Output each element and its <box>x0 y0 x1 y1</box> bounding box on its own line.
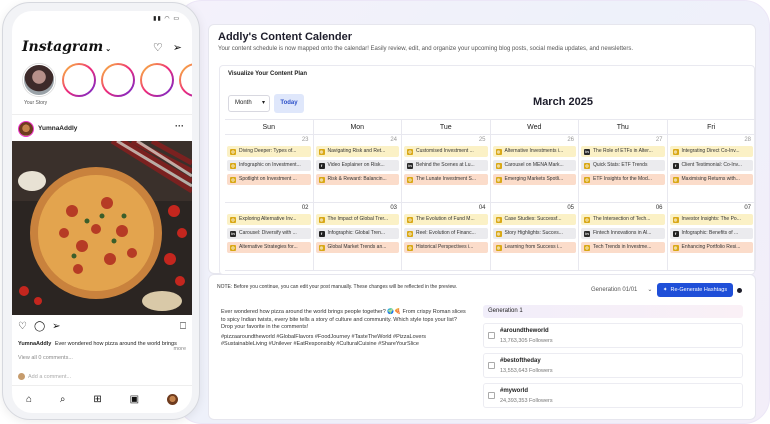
instagram-icon: ◎ <box>585 163 589 168</box>
hashtag-checkbox[interactable] <box>488 392 495 399</box>
calendar-day[interactable] <box>313 203 402 270</box>
divider <box>12 114 192 115</box>
weekday-label: Mon <box>313 120 402 134</box>
bookmark-icon[interactable]: ⎕ <box>180 321 186 332</box>
event-title: The Evolution of Fund M... <box>416 216 475 222</box>
weekday-label: Sun <box>262 124 275 131</box>
event-title: Integrating Direct Co-Inv... <box>681 148 740 154</box>
instagram-icon: ◎ <box>319 149 324 154</box>
calendar-event[interactable] <box>404 174 488 185</box>
linkedin-icon: in <box>408 163 412 168</box>
calendar-event[interactable] <box>227 174 311 185</box>
calendar-event[interactable] <box>404 160 488 171</box>
instagram-icon: ◎ <box>408 245 412 250</box>
content-calendar-card <box>208 24 756 274</box>
event-title: Customised Investment ... <box>416 148 474 154</box>
calendar-panel <box>219 65 755 275</box>
instagram-icon: ◎ <box>496 149 501 154</box>
instagram-icon: ◎ <box>585 217 589 222</box>
calendar-event[interactable] <box>581 174 665 185</box>
story-avatar[interactable] <box>179 63 192 97</box>
calendar-event[interactable] <box>493 160 577 171</box>
generation-select-value: Generation 01/01 <box>591 287 638 293</box>
hashtag-item[interactable] <box>483 323 743 348</box>
calendar-event[interactable] <box>316 228 400 239</box>
edit-note: NOTE: Before you continue, you can edit your post manually. These changes will be reflected in the preview. <box>217 284 457 290</box>
calendar-week <box>225 203 755 271</box>
day-number: 28 <box>744 137 751 143</box>
instagram-icon: ◎ <box>231 217 235 222</box>
regenerate-label: Re-Generate Hashtags <box>670 287 728 293</box>
calendar-event[interactable] <box>316 174 400 185</box>
calendar-day[interactable] <box>667 203 756 270</box>
day-number: 07 <box>744 205 751 211</box>
weekday-label: Tue <box>401 120 490 134</box>
day-number: 23 <box>301 137 309 143</box>
instagram-icon: ◎ <box>496 163 501 168</box>
calendar-day[interactable] <box>490 135 579 202</box>
story-avatar[interactable] <box>62 63 96 97</box>
calendar-event[interactable] <box>404 242 488 253</box>
calendar-event[interactable] <box>493 174 577 185</box>
calendar-day[interactable] <box>225 135 313 202</box>
view-comments-link[interactable]: View all 0 comments... <box>18 355 73 361</box>
status-bar <box>12 11 192 27</box>
instagram-icon: ◎ <box>408 217 412 222</box>
avatar[interactable] <box>18 121 34 137</box>
event-title: The Impact of Global Trer... <box>327 216 389 222</box>
caption-tags: #pizzaaroundtheworld #GlobalFlavors #FoodJourney #TasteTheWorld #PizzaLovers #SustainableLiving #Unilever #EatResponsibly #CulturalCuisine #ShareYourSlice <box>221 333 427 347</box>
instagram-icon: ◎ <box>673 149 678 154</box>
day-number: 24 <box>390 137 397 143</box>
event-title: Reel: Evolution of Financ... <box>416 230 476 236</box>
hashtag-followers: 24,393,353 Followers <box>500 398 553 404</box>
calendar-day[interactable] <box>401 135 490 202</box>
calendar-event[interactable] <box>227 146 311 157</box>
chevron-down-icon: ▾ <box>261 100 265 106</box>
status-dot <box>737 288 742 293</box>
profile-avatar[interactable] <box>167 394 178 405</box>
regenerate-hashtags-button[interactable] <box>657 283 733 297</box>
calendar-description: Your content schedule is now mapped onto the calendar! Easily review, edit, and organize your upcoming blog posts, social media updates, and newsletters. <box>218 46 634 52</box>
event-title: The Intersection of Tech... <box>593 216 651 222</box>
chevron-down-icon: ⌄ <box>105 44 112 53</box>
event-title: Infographic: Benefits of ... <box>681 230 739 236</box>
instagram-icon: ◎ <box>408 149 412 154</box>
calendar-event[interactable] <box>670 214 754 225</box>
event-title: Video Explainer on Risk... <box>327 162 385 168</box>
event-title: Infographic: Global Tren... <box>327 230 386 236</box>
caption-editor[interactable] <box>217 305 472 415</box>
linkedin-icon: in <box>585 231 589 236</box>
hashtag-list <box>483 323 743 408</box>
event-title: Diving Deeper: Types of... <box>239 148 297 154</box>
post-username[interactable]: YumnaAddly <box>38 125 78 132</box>
post-image-pizza[interactable] <box>12 141 192 315</box>
calendar-event[interactable] <box>581 228 665 239</box>
hashtag-checkbox[interactable] <box>488 362 495 369</box>
story-avatar[interactable] <box>140 63 174 97</box>
day-number: 04 <box>478 205 486 211</box>
calendar-day[interactable] <box>578 135 667 202</box>
instagram-icon: ◎ <box>319 217 324 222</box>
reels-icon[interactable]: ▣ <box>129 394 140 405</box>
event-title: The Role of ETFs in Alter... <box>593 148 653 154</box>
today-button[interactable]: Today <box>274 94 304 113</box>
month-title: March 2025 <box>533 96 593 108</box>
post-header <box>12 119 192 139</box>
hashtag-followers: 13,553,643 Followers <box>500 368 553 374</box>
day-number: 06 <box>655 205 663 211</box>
instagram-icon: ◎ <box>231 245 235 250</box>
visualize-label: Visualize Your Content Plan <box>228 71 308 77</box>
event-title: Quick Stats: ETF Trends <box>593 162 648 168</box>
chevron-down-icon: ⌄ <box>647 287 653 293</box>
calendar-event[interactable] <box>581 146 665 157</box>
day-number: 26 <box>567 137 574 143</box>
hashtag-item[interactable] <box>483 383 743 408</box>
instagram-icon: ◎ <box>585 177 589 182</box>
hashtag-generator-panel <box>208 274 756 420</box>
event-title: Maximising Returns with... <box>681 176 740 182</box>
event-title: The Lunate Investment S... <box>416 176 477 182</box>
event-title: Emerging Markets Spotli... <box>504 176 564 182</box>
calendar-event[interactable] <box>670 146 754 157</box>
bottom-nav <box>12 385 192 413</box>
facebook-icon: f <box>319 163 325 169</box>
calendar-event[interactable] <box>227 242 311 253</box>
stories-row <box>18 63 192 111</box>
like-icon[interactable]: ♡ <box>18 321 27 332</box>
calendar-day[interactable] <box>667 135 756 202</box>
caption-text: Ever wondered how pizza around the world brings people together? 🌍🍕 From crispy Roman slices to spicy Indian twists, every bite tells a story of culture and community. Which style tops your list? Drop your favorite in the comments! <box>221 309 466 330</box>
day-number: 03 <box>390 205 397 211</box>
post-caption <box>18 341 186 347</box>
generation-label: Generation 1 <box>483 305 743 318</box>
event-title: Alternative Strategies for... <box>239 244 298 250</box>
instagram-icon: ◎ <box>673 245 678 250</box>
event-title: Enhancing Portfolio Resi... <box>681 244 741 250</box>
calendar-event[interactable] <box>316 242 400 253</box>
calendar-event[interactable] <box>227 214 311 225</box>
calendar-event[interactable] <box>316 160 400 171</box>
story-avatar-own[interactable] <box>22 63 56 97</box>
event-title: Exploring Alternative Inv... <box>239 216 297 222</box>
event-title: Investor Insights: The Po... <box>681 216 741 222</box>
calendar-event[interactable] <box>581 160 665 171</box>
weekday-label: Thu <box>578 120 667 134</box>
calendar-week <box>225 135 755 203</box>
event-title: Carousel on MENA Mark... <box>504 162 564 168</box>
generation-column <box>483 305 743 417</box>
instagram-icon: ◎ <box>319 245 324 250</box>
calendar-day[interactable] <box>578 203 667 270</box>
facebook-icon: f <box>673 163 679 169</box>
event-title: Risk & Reward: Balancin... <box>327 176 387 182</box>
event-title: Fintech Innovations in Al... <box>593 230 652 236</box>
post-actions <box>18 321 186 333</box>
more-options-icon[interactable]: ··· <box>175 121 184 131</box>
event-title: Behind the Scenes at Lu... <box>416 162 475 168</box>
view-select[interactable] <box>228 95 270 112</box>
instagram-icon: ◎ <box>673 217 678 222</box>
generation-select[interactable] <box>591 286 652 293</box>
home-icon[interactable]: ⌂ <box>25 394 32 405</box>
calendar-grid <box>225 119 755 271</box>
instagram-icon: ◎ <box>231 149 235 154</box>
event-title: Global Market Trends an... <box>327 244 387 250</box>
calendar-event[interactable] <box>581 242 665 253</box>
calendar-day[interactable] <box>490 203 579 270</box>
event-title: Case Studies: Successf... <box>504 216 562 222</box>
signal-wifi-battery-icon: ▮▮ ◠ ▭ <box>153 16 180 22</box>
event-title: Spotlight on Investment ... <box>239 176 297 182</box>
event-title: Infographic on Investment... <box>239 162 301 168</box>
caption-username[interactable]: YumnaAddly <box>18 341 52 347</box>
day-number: 02 <box>301 205 309 211</box>
calendar-event[interactable] <box>493 214 577 225</box>
calendar-event[interactable] <box>581 214 665 225</box>
hashtag-item[interactable] <box>483 353 743 378</box>
event-title: Learning from Success i... <box>504 244 563 250</box>
hashtag-name: #aroundtheworld <box>500 328 549 334</box>
calendar-day[interactable] <box>313 135 402 202</box>
instagram-icon: ◎ <box>319 177 324 182</box>
search-icon[interactable]: ⌕ <box>59 394 66 405</box>
send-icon[interactable]: ➢ <box>172 42 182 54</box>
linkedin-icon: in <box>585 149 589 154</box>
instagram-icon: ◎ <box>408 177 412 182</box>
calendar-event[interactable] <box>404 146 488 157</box>
calendar-event[interactable] <box>670 174 754 185</box>
event-title: Carousel: Diversify with ... <box>239 230 297 236</box>
create-icon[interactable]: ⊞ <box>93 394 102 405</box>
event-title: Client Testimonial: Co-Inv... <box>681 162 742 168</box>
sparkle-icon: ✦ <box>662 287 668 293</box>
instagram-screen <box>12 11 192 413</box>
weekday-header <box>225 119 755 135</box>
event-title: Tech Trends in Investme... <box>593 244 652 250</box>
facebook-icon: f <box>673 231 679 237</box>
event-title: Historical Perspectives i... <box>416 244 474 250</box>
calendar-event[interactable] <box>227 160 311 171</box>
weekday-label: Wed <box>490 120 579 134</box>
calendar-day[interactable] <box>401 203 490 270</box>
calendar-event[interactable] <box>316 146 400 157</box>
event-title: Alternative Investments i... <box>504 148 564 154</box>
instagram-icon: ◎ <box>496 245 501 250</box>
calendar-event[interactable] <box>670 242 754 253</box>
view-select-value: Month <box>235 100 252 106</box>
instagram-icon: ◎ <box>231 163 235 168</box>
linkedin-icon: in <box>231 231 235 236</box>
calendar-event[interactable] <box>670 228 754 239</box>
hashtag-followers: 13,763,305 Followers <box>500 338 553 344</box>
calendar-event[interactable] <box>404 228 488 239</box>
calendar-event[interactable] <box>227 228 311 239</box>
facebook-icon: f <box>319 231 325 237</box>
more-link[interactable]: more <box>173 346 186 352</box>
instagram-icon: ◎ <box>673 177 678 182</box>
event-title: ETF Insights for the Mod... <box>593 176 652 182</box>
calendar-event[interactable] <box>670 160 754 171</box>
your-story-label: Your Story <box>24 100 48 106</box>
weekday-label: Fri <box>667 120 756 134</box>
calendar-event[interactable] <box>404 214 488 225</box>
avatar <box>18 373 25 380</box>
day-number: 27 <box>655 137 663 143</box>
event-title: Story Highlights: Succes... <box>504 230 563 236</box>
calendar-event[interactable] <box>493 228 577 239</box>
instagram-icon: ◎ <box>496 177 501 182</box>
instagram-icon: ◎ <box>496 217 501 222</box>
caption-text: Ever wondered how pizza around the world brings <box>54 341 177 347</box>
story-avatar[interactable] <box>101 63 135 97</box>
day-number: 05 <box>567 205 574 211</box>
add-comment-input[interactable]: Add a comment... <box>18 373 71 380</box>
instagram-logo[interactable]: Instagram ⌄ <box>22 39 112 55</box>
heart-icon[interactable]: ♡ <box>152 42 163 54</box>
instagram-icon: ◎ <box>496 231 501 236</box>
event-title: Navigating Risk and Ret... <box>327 148 386 154</box>
instagram-icon: ◎ <box>585 245 589 250</box>
calendar-event[interactable] <box>316 214 400 225</box>
hashtag-name: #myworld <box>500 388 529 394</box>
hashtag-checkbox[interactable] <box>488 332 495 339</box>
instagram-icon: ◎ <box>231 177 235 182</box>
instagram-icon: ◎ <box>408 231 412 236</box>
calendar-event[interactable] <box>493 146 577 157</box>
day-number: 25 <box>478 137 486 143</box>
comment-icon[interactable]: ◯ <box>33 321 46 332</box>
phone-mockup <box>2 2 200 420</box>
hashtag-name: #bestoftheday <box>500 358 541 364</box>
calendar-event[interactable] <box>493 242 577 253</box>
top-actions <box>143 41 182 54</box>
calendar-day[interactable] <box>225 203 313 270</box>
calendar-title: Addly's Content Calender <box>218 31 353 43</box>
share-icon[interactable]: ➢ <box>52 321 61 332</box>
